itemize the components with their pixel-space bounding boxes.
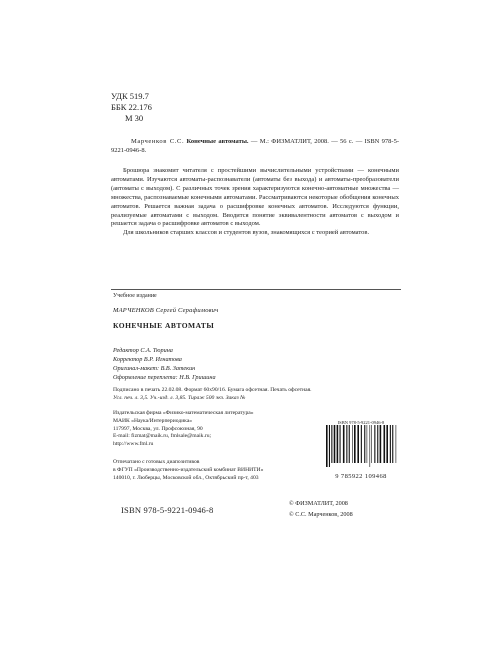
udk-code: УДК 519.7 bbox=[111, 91, 149, 101]
barcode-bar bbox=[386, 425, 388, 463]
barcode-bar bbox=[377, 425, 378, 463]
barcode-bar bbox=[374, 425, 375, 463]
bibliographic-citation bbox=[111, 137, 399, 155]
barcode-bar bbox=[329, 425, 330, 467]
credits-block bbox=[113, 347, 216, 383]
print-line: Усл. печ. л. 3,5. Уч.-изд. л. 3,85. Тираж 500 экз. Заказ № bbox=[113, 395, 246, 401]
printer-line: Отпечатано с готовых диапозитивов bbox=[113, 459, 200, 465]
publisher-line: http://www.fml.ru bbox=[113, 441, 154, 448]
barcode-bar bbox=[331, 425, 332, 463]
classification-block bbox=[111, 91, 152, 124]
barcode-bar bbox=[370, 425, 371, 467]
print-line: Подписано в печать 22.02.08. Формат 60х90/16. Бумага офсетная. Печать офсетная. bbox=[113, 387, 312, 393]
barcode-bar bbox=[352, 425, 353, 463]
citation-rest: — М.: ФИЗМАТЛИТ, 2008. — 56 с. — ISBN 978-5-9221-0946-8. bbox=[111, 138, 400, 154]
barcode-bar bbox=[346, 425, 347, 463]
barcode-bar bbox=[392, 425, 393, 463]
book-title: КОНЕЧНЫЕ АВТОМАТЫ bbox=[113, 321, 215, 330]
publisher-line: МАИК «Наука/Интерпериодика» bbox=[113, 417, 193, 424]
barcode-bar bbox=[380, 425, 382, 463]
barcode-bar bbox=[357, 425, 359, 463]
publisher-line: 117997, Москва, ул. Профсоюзная, 90 bbox=[113, 425, 203, 432]
barcode-isbn-text: ISBN 978-5-9221-0946-8 bbox=[337, 420, 385, 425]
bbk-code: ББК 22.176 bbox=[111, 102, 152, 112]
publisher-line: E-mail: fizmat@maik.ru, fmlsale@maik.ru; bbox=[113, 433, 212, 440]
abstract bbox=[111, 167, 399, 238]
publisher-line: Издательская фирма «Физико-математическая литература» bbox=[113, 410, 254, 416]
barcode bbox=[322, 420, 400, 480]
printer-line: в ФГУП «Производственно-издательский комбинат ВИНИТИ» bbox=[113, 466, 264, 473]
barcode-bar bbox=[349, 425, 350, 463]
print-info bbox=[113, 386, 313, 402]
author-full-name: МАРЧЕНКОВ Сергей Серафимович bbox=[113, 307, 219, 314]
barcode-bar bbox=[337, 425, 339, 463]
edition-type: Учебное издание bbox=[113, 293, 157, 299]
barcode-bar bbox=[334, 425, 336, 463]
copyright-block bbox=[289, 498, 353, 520]
credit-line: Оформление переплета: Н.В. Гришина bbox=[113, 373, 216, 381]
barcode-bar bbox=[361, 425, 362, 463]
abstract-paragraph: Брошюра знакомит читателя с простейшими вычислительными устройствами — конечными автоматами. Изучаются автоматы-распознаватели (автоматы без выхода) и автоматы-преобразователи (автоматы с выходом). С различных точек зрения характеризуются конечно-автоматные множества — множества, распознаваемые конечными автоматами. Рассматриваются некоторые обобщения конечных автоматов. Решается важная задача о расшифровке конечных автоматов. Исследуются функции, реализуемые автоматами с выходом. Вводится понятие эквивалентности автоматов с выходом и решается задача о расшифровке автоматов с выходом. bbox=[111, 167, 399, 228]
barcode-bar bbox=[364, 425, 365, 463]
author-mark: М 30 bbox=[125, 113, 144, 123]
credit-line: Оригинал-макет: В.В. Затекин bbox=[113, 364, 196, 372]
barcode-bar bbox=[343, 425, 345, 463]
credit-line: Корректор В.Р. Игнатова bbox=[113, 355, 182, 363]
barcode-bar bbox=[390, 425, 391, 463]
divider bbox=[111, 289, 401, 290]
barcode-bars bbox=[322, 425, 400, 467]
barcode-bar bbox=[384, 425, 386, 463]
printer-info bbox=[113, 459, 313, 482]
abstract-paragraph: Для школьников старших классов и студентов вузов, знакомящихся с теорией автоматов. bbox=[123, 229, 370, 237]
publisher-info bbox=[113, 410, 313, 449]
citation-author: Марченков С.С. bbox=[131, 138, 185, 145]
barcode-bar bbox=[354, 425, 356, 463]
citation-title: Конечные автоматы. bbox=[186, 138, 249, 145]
barcode-bar bbox=[396, 425, 397, 463]
copyright-line: © С.С. Марченков, 2008 bbox=[289, 511, 353, 518]
printer-line: 140010, г. Люберцы, Московской обл., Октябрьский пр-т, 403 bbox=[113, 474, 259, 481]
copyright-line: © ФИЗМАТЛИТ, 2008 bbox=[289, 500, 348, 507]
barcode-bar bbox=[326, 425, 328, 467]
isbn-footer: ISBN 978-5-9221-0946-8 bbox=[121, 505, 214, 515]
barcode-bar bbox=[367, 425, 368, 463]
barcode-bar bbox=[340, 425, 341, 463]
credit-line: Редактор С.А. Тюрина bbox=[113, 347, 173, 354]
barcode-digits: 9 785922 109468 bbox=[335, 473, 387, 480]
barcode-bar bbox=[371, 425, 372, 463]
